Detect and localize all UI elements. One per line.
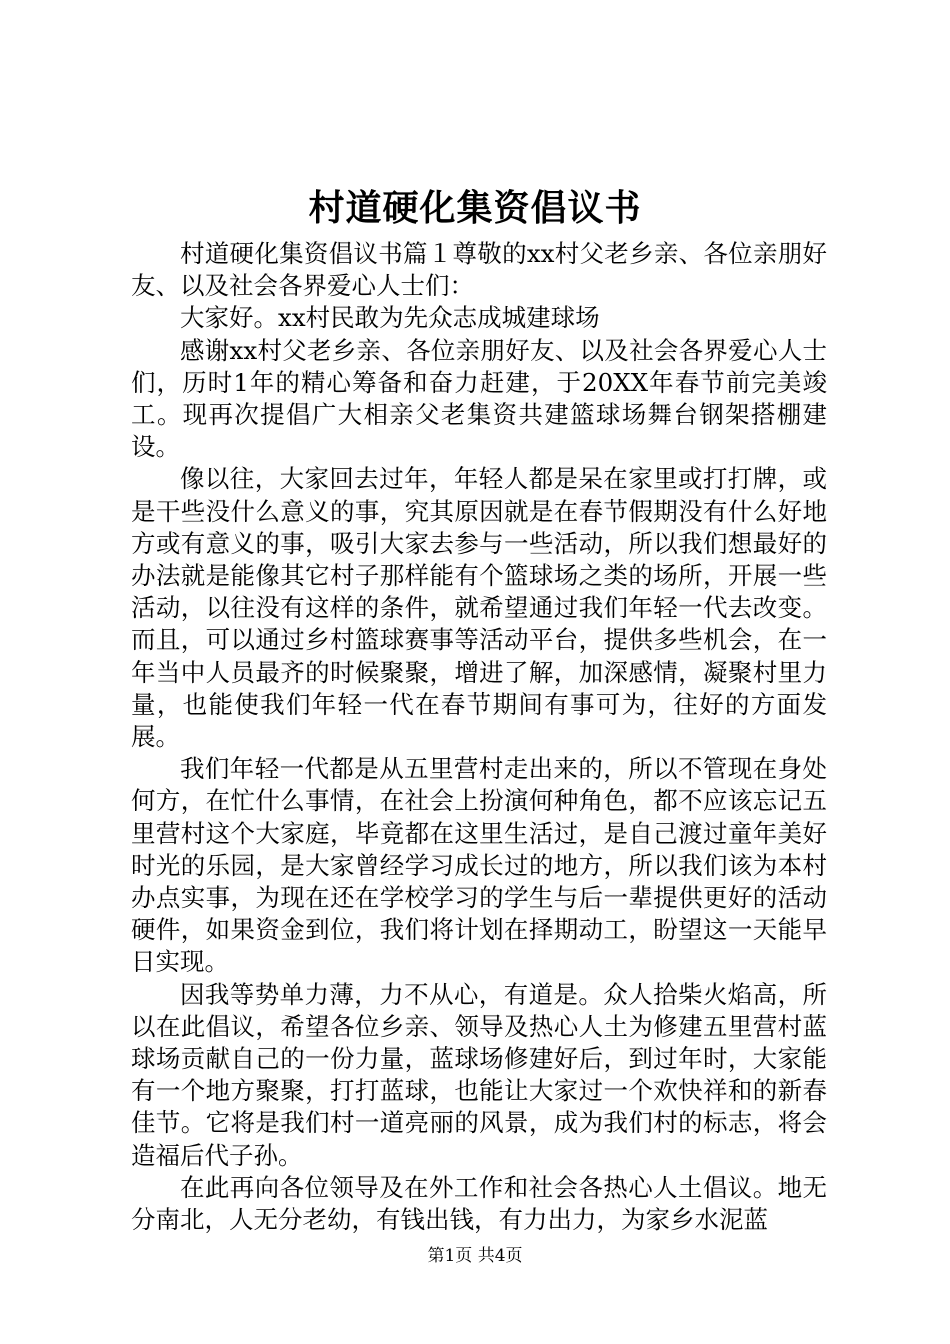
paragraph: 村道硬化集资倡议书篇１尊敬的xx村父老乡亲、各位亲朋好友、以及社会各界爱心人士们： [131,239,827,301]
document-title: 村道硬化集资倡议书 [308,187,642,229]
document-body [131,238,827,1236]
paragraph: 我们年轻一代都是从五里营村走出来的，所以不管现在身处何方，在忙什么事情，在社会上扮演何种角色，都不应该忘记五里营村这个大家庭，毕竟都在这里生活过，是自己渡过童年美好时光的乐园，是大家曾经学习成长过的地方，所以我们该为本村办点实事，为现在还在学校学习的学生与后一辈提供更好的活动硬件，如果资金到位，我们将计划在择期动工，盼望这一天能早日实现。 [131,754,827,977]
paragraph: 感谢xx村父老乡亲、各位亲朋好友、以及社会各界爱心人士们，历时1年的精心筹备和奋力赶建，于20XX年春节前完美竣工。现再次提倡广大相亲父老集资共建篮球场舞台钢架搭棚建设。 [131,335,827,462]
page-number-footer: 第1页 共4页 [427,1246,523,1266]
paragraph: 在此再向各位领导及在外工作和社会各热心人土倡议。地无分南北，人无分老幼，有钱出钱，有力出力，为家乡水泥蓝 [131,1172,827,1235]
paragraph: 大家好。xx村民敢为先众志成城建球场 [180,303,600,333]
paragraph: 像以往，大家回去过年，年轻人都是呆在家里或打打牌，或是干些没什么意义的事，究其原因就是在春节假期没有什么好地方或有意义的事，吸引大家去参与一些活动，所以我们想最好的办法就是能像其它村子那样能有个篮球场之类的场所，开展一些活动，以往没有这样的条件，就希望通过我们年轻一代去改变。而且，可以通过乡村篮球赛事等活动平台，提供多些机会，在一年当中人员最齐的时候聚聚，增进了解，加深感情，凝聚村里力量，也能使我们年轻一代在春节期间有事可为，往好的方面发展。 [131,464,827,752]
paragraph: 因我等势单力薄，力不从心，有道是。众人拾柴火焰高，所以在此倡议，希望各位乡亲、领导及热心人土为修建五里营村蓝球场贡献自己的一份力量，蓝球场修建好后，到过年时，大家能有一个地方聚聚，打打蓝球，也能让大家过一个欢快祥和的新春佳节。它将是我们村一道亮丽的风景，成为我们村的标志，将会造福后代子孙。 [131,979,827,1170]
